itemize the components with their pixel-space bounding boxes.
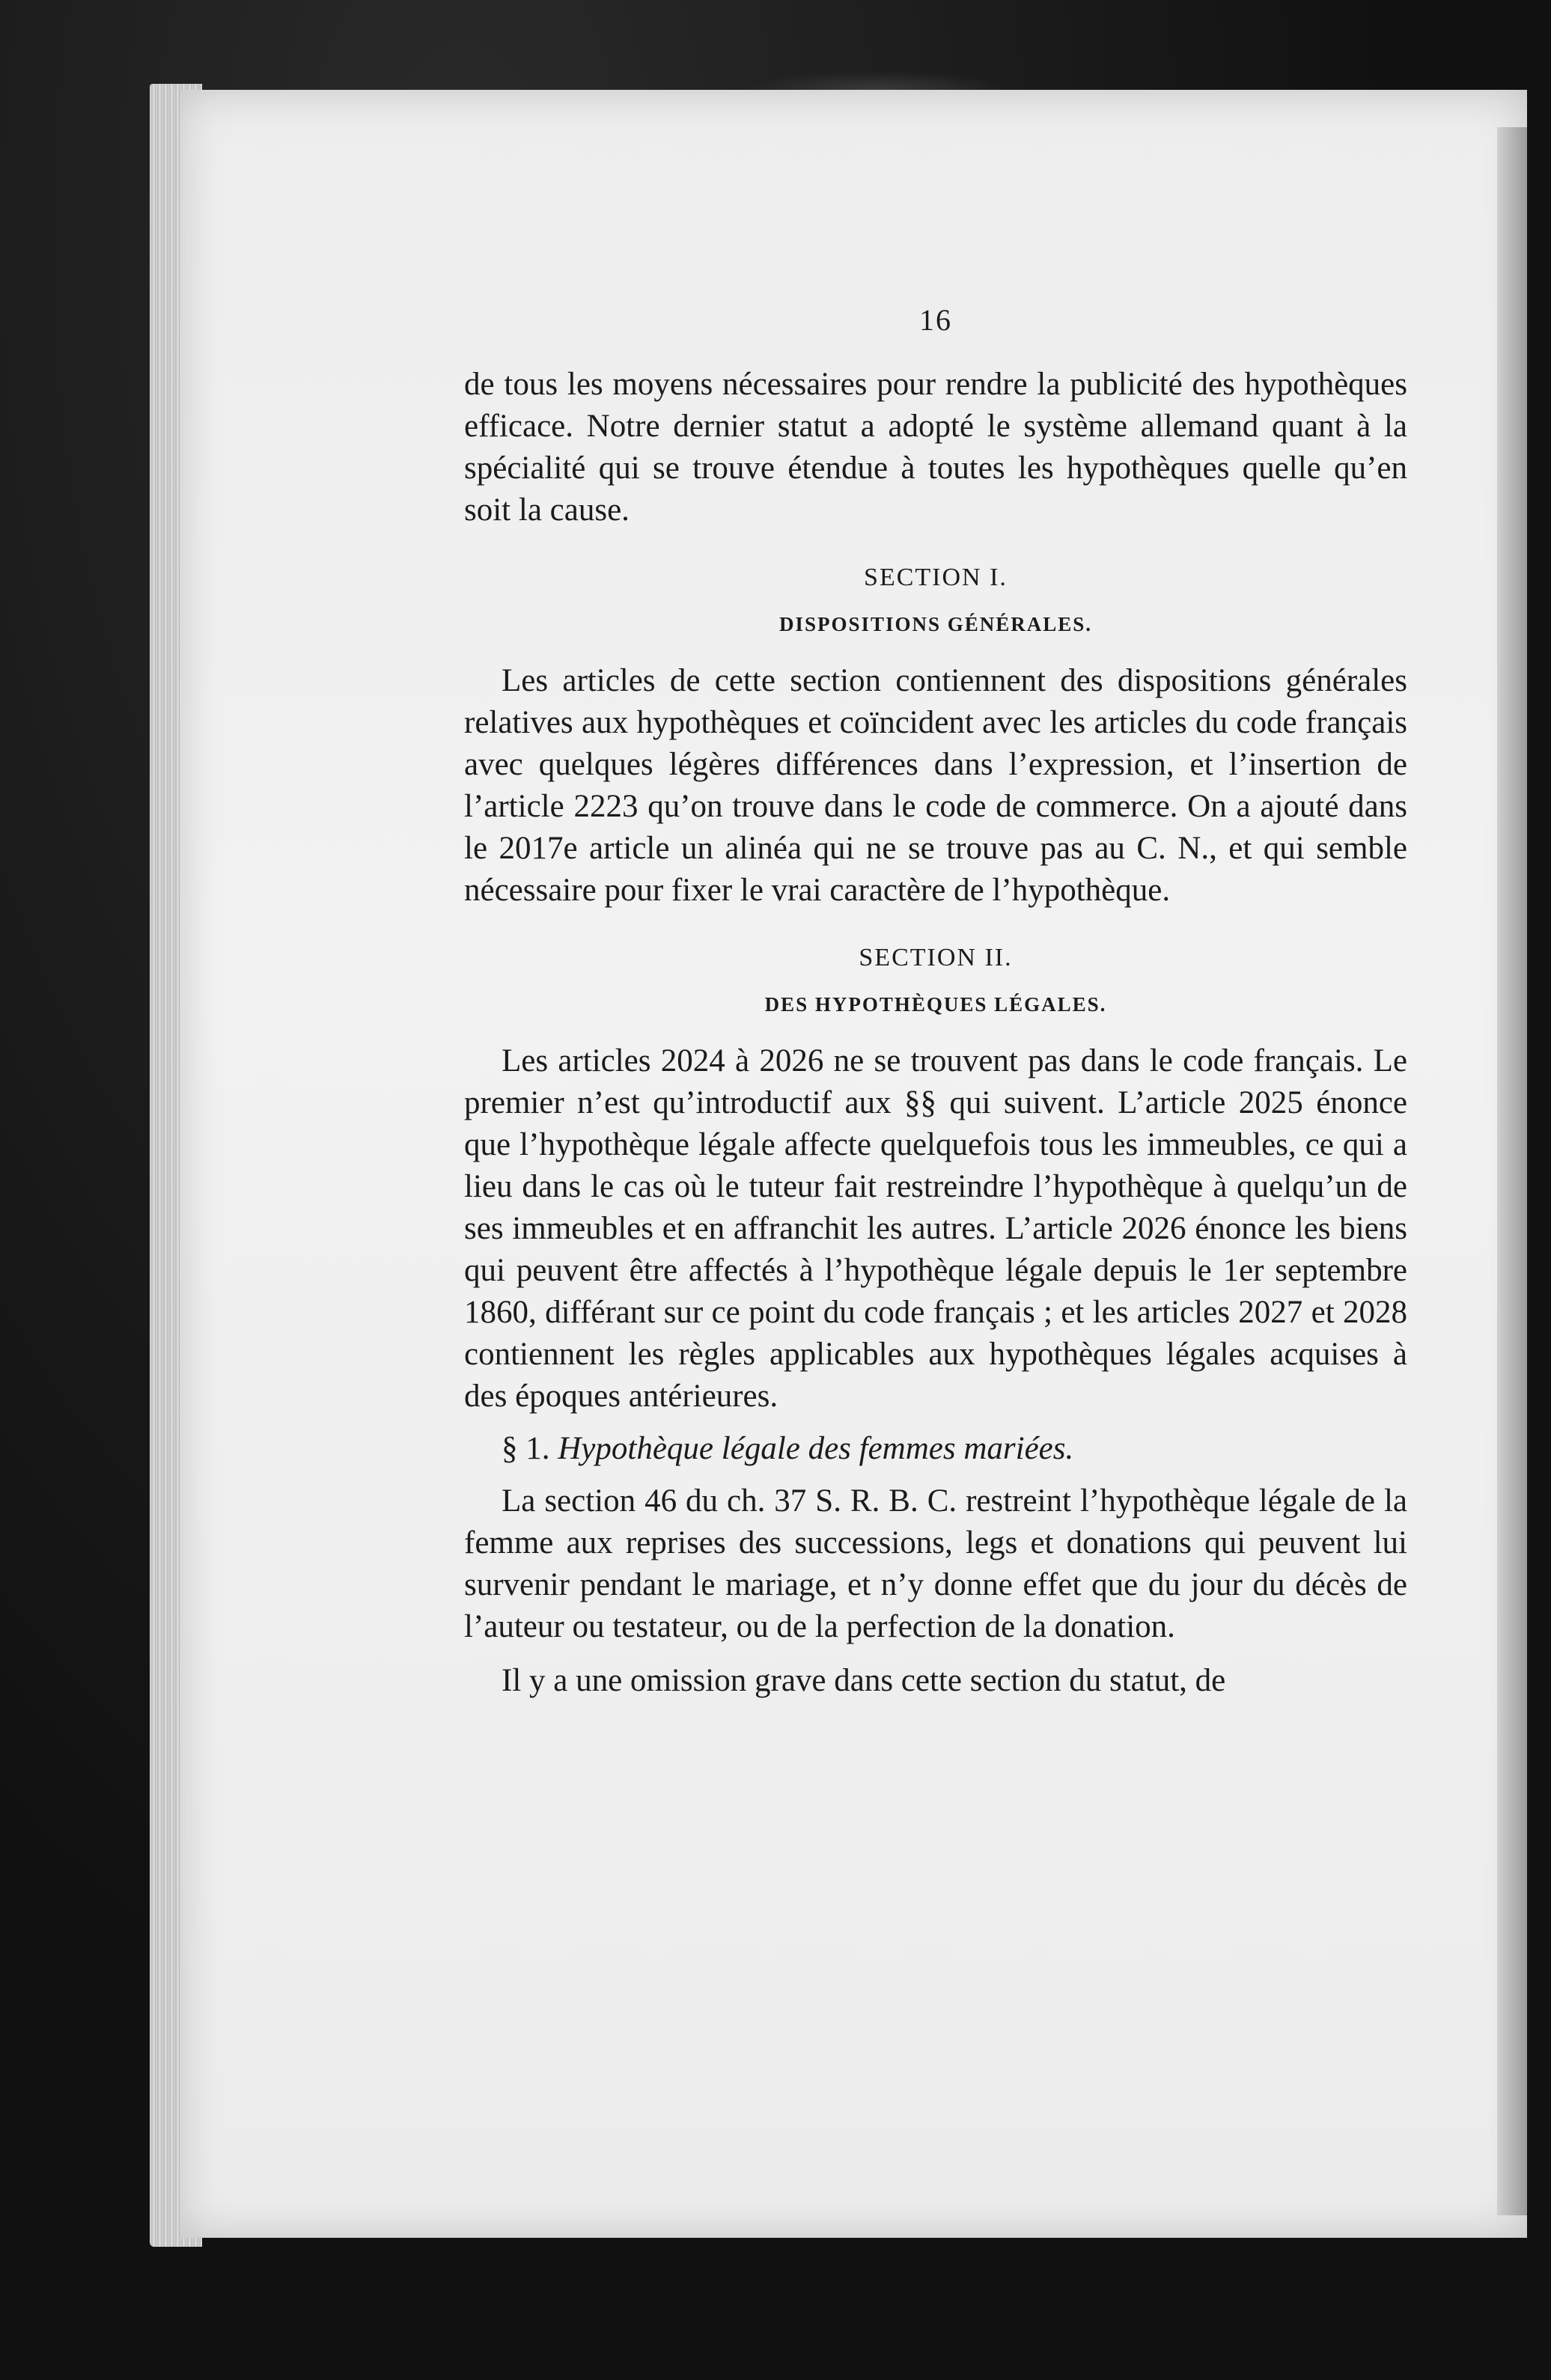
page-number: 16: [919, 303, 952, 337]
subsection-heading: [464, 1428, 1407, 1470]
subsection-paragraph-1: La section 46 du ch. 37 S. R. B. C. restreint l’hypothèque légale de la femme aux reprises des successions, legs et donations qui peuvent lui survenir pendant le mariage, et n’y donne effet que du jour du décès de l’auteur ou testateur, ou de la perfection de la donation.: [464, 1483, 1407, 1644]
section-1-paragraph: Les articles de cette section contiennent des dispositions générales relatives aux hypothèques et coïncident avec les articles du code français avec quelques légères différences dans l’expression, et l’insertion de l’article 2223 qu’on trouve dans le code de commerce. On a ajouté dans le 2017e article un alinéa qui ne se trouve pas au C. N., et qui semble nécessaire pour fixer le vrai caractère de l’hypothèque.: [464, 663, 1407, 908]
section-2-subtitle: DES HYPOTHÈQUES LÉGALES.: [764, 993, 1107, 1016]
subsection-title: Hypothèque légale des femmes mariées.: [558, 1431, 1074, 1466]
page-right-edge: [1497, 127, 1527, 2215]
subsection-paragraph-2: Il y a une omission grave dans cette section du statut, de: [502, 1663, 1226, 1698]
intro-paragraph: de tous les moyens nécessaires pour rendre la publicité des hypothèques efficace. Notre dernier statut a adopté le système allemand quant à la spécialité qui se trouve étendue à toutes les hypothèques quelle qu’en soit la cause.: [464, 367, 1407, 528]
section-2-title: SECTION II.: [859, 944, 1013, 971]
page-text: [464, 299, 1407, 1702]
section-1-title: SECTION I.: [864, 564, 1008, 591]
section-1-subtitle: DISPOSITIONS GÉNÉRALES.: [778, 613, 1093, 635]
section-2-paragraph: Les articles 2024 à 2026 ne se trouvent pas dans le code français. Le premier n’est qu’introductif aux §§ qui suivent. L’article 2025 énonce que l’hypothèque légale affecte quelquefois tous les immeubles, ce qui a lieu dans le cas où le tuteur fait restreindre l’hypothèque à quelqu’un de ses immeubles et en affranchit les autres. L’article 2026 énonce les biens qui peuvent être affectés à l’hypothèque légale depuis le 1er septembre 1860, différant sur ce point du code français ; et les articles 2027 et 2028 contiennent les règles applicables aux hypothèques légales acquises à des époques antérieures.: [464, 1043, 1407, 1414]
subsection-number: § 1.: [502, 1431, 550, 1466]
